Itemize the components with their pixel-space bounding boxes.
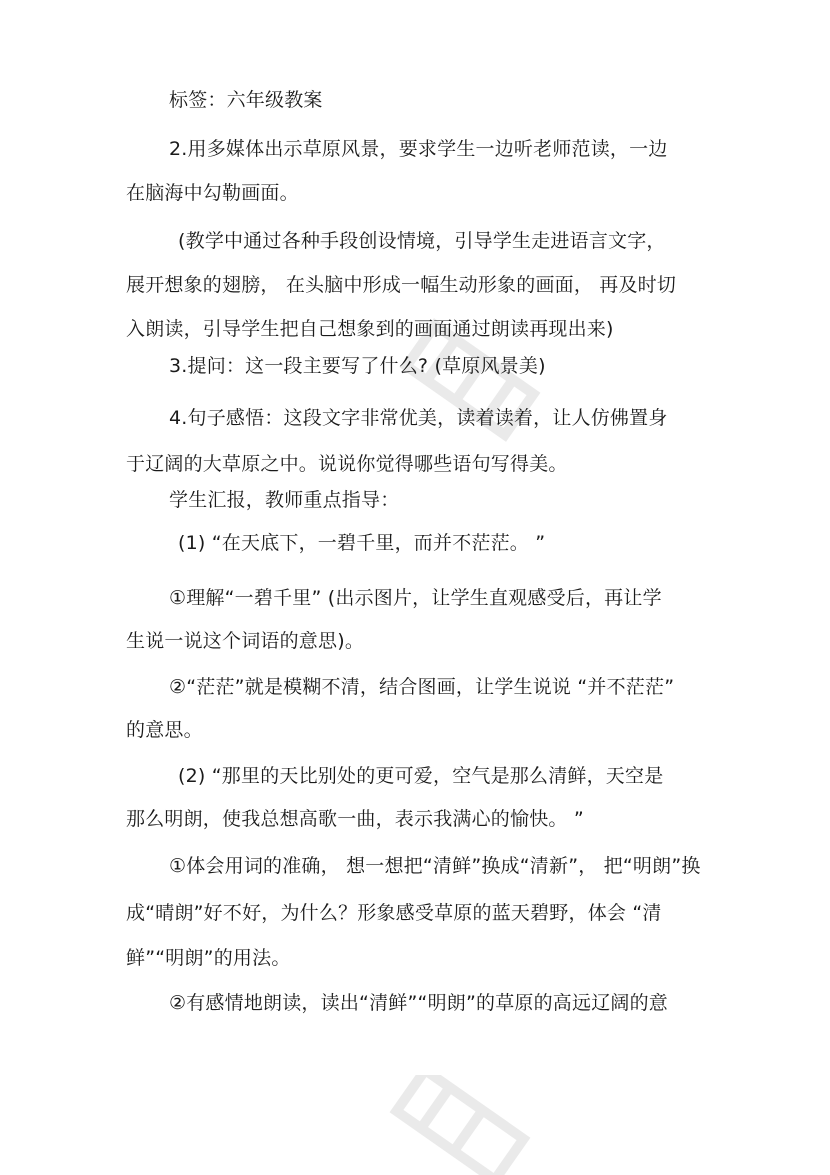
paragraph-line: 那么明朗，使我总想高歌一曲，表示我满心的愉快。 ” [126, 808, 584, 830]
paragraph-line: (教学中通过各种手段创设情境，引导学生走进语言文字， [178, 230, 666, 252]
paragraph-line: (1) “在天底下，一碧千里，而并不茫茫。 ” [178, 532, 546, 554]
paragraph-line: 在脑海中勾勒画面。 [126, 182, 299, 204]
paragraph-line: 于辽阔的大草原之中。说说你觉得哪些语句写得美。 [126, 453, 568, 475]
paragraph-line: ②“茫茫”就是模糊不清，结合图画，让学生说说 “并不茫茫” [169, 676, 675, 698]
paragraph-line: 生说一说这个词语的意思)。 [126, 630, 365, 652]
paragraph-line: 的意思。 [126, 719, 203, 741]
paragraph-line: 展开想象的翅膀， 在头脑中形成一幅生动形象的画面， 再及时切 [126, 274, 677, 296]
paragraph-line: 鲜”“明朗”的用法。 [126, 947, 291, 969]
tag-line: 标签：六年级教案 [169, 89, 323, 111]
paragraph-line: 学生汇报，教师重点指导： [169, 489, 400, 511]
paragraph-line: (2) “那里的天比别处的更可爱，空气是那么清鲜，天空是 [178, 765, 664, 787]
paragraph-line: 4.句子感悟：这段文字非常优美，读着读着，让人仿佛置身 [169, 407, 668, 429]
paragraph-line: ②有感情地朗读，读出“清鲜”“明朗”的草原的高远辽阔的意 [169, 992, 669, 1014]
paragraph-line: 3.提问：这一段主要写了什么? (草原风景美) [169, 355, 546, 377]
paragraph-line: 入朗读，引导学生把自己想象到的画面通过朗读再现出来) [126, 318, 614, 340]
paragraph-line: 2.用多媒体出示草原风景，要求学生一边听老师范读，一边 [169, 138, 668, 160]
paragraph-line: 成“晴朗”好不好，为什么？形象感受草原的蓝天碧野，体会 “清 [126, 902, 662, 924]
paragraph-line: ①体会用词的准确， 想一想把“清鲜”换成“清新”， 把“明朗”换 [169, 855, 701, 877]
watermark-stamp-icon [380, 1075, 540, 1175]
paragraph-line: ①理解“一碧千里” (出示图片，让学生直观感受后，再让学 [169, 587, 662, 609]
